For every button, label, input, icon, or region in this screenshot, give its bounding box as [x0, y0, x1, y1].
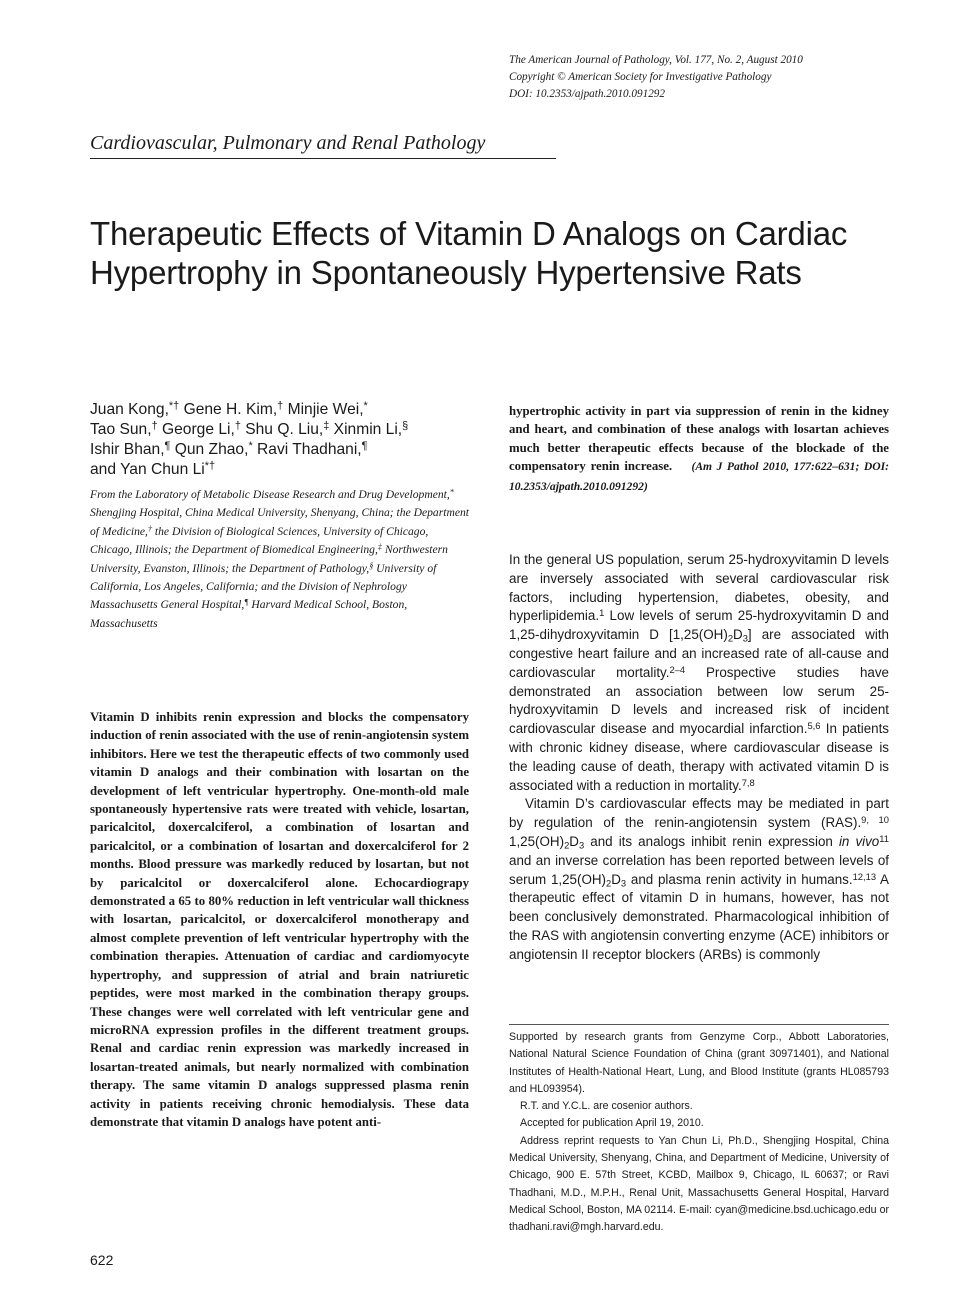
journal-info: [509, 52, 929, 103]
author-list: [90, 400, 470, 480]
author: Ravi Thadhani,¶: [257, 440, 368, 458]
reprint-note: Address reprint requests to Yan Chun Li, Ph.D., Shengjing Hospital, China Medical University, Shenyang, China, and Department of Medicine, University of Chicago, 900 E. 57th Street, KCBD, Mailbox 9, Chicago, IL 60637; or Ravi Thadhani, M.D., M.P.H., Renal Unit, Massachusetts General Hospital, Harvard Medical School, Boston, MA 02114. E-mail: cyan@medicine.bsd.uchicago.edu or thadhani.ravi@mgh.harvard.edu.: [509, 1134, 889, 1234]
body-text: [509, 551, 889, 965]
body-paragraph-1: In the general US population, serum 25-hydroxyvitamin D levels are inversely associated with several cardiovascular risk factors, including hypertension, diabetes, obesity, and hyperlipidemia.$^1$ Low levels of serum 25-hydroxyvitamin D and 1,25-dihydroxyvitamin D $[1,25(OH)_2D_3]$ are associated with congestive heart failure and an increased rate of all-cause and cardiovascular mortality.$^{2-4}$ Prospective studies have demonstrated an association between low serum 25-hydroxyvitamin D levels and increased risk of incident cardiovascular disease and myocardial infarction.$^{5,6}$ In patients with chronic kidney disease, where cardiovascular disease is the leading cause of death, therapy with activated vitamin D is associated with a reduction in mortality.$^{7,8}$: [509, 552, 889, 793]
doi-line: DOI: 10.2353/ajpath.2010.091292: [509, 88, 665, 100]
funding-note: Supported by research grants from Genzyme Corp., Abbott Laboratories, National Natural Science Foundation of China (grant 30971401), and National Institutes of Health-National Heart, Lung, and Blood Institute (grants HL085793 and HL093954).: [509, 1031, 889, 1095]
abstract-part-2: hypertrophic activity in part via suppression of renin in the kidney and heart, and combination of these analogs with losartan achieves much better therapeutic effects because of the blockade of the compensatory renin increase. (Am J Pathol 2010, 177:622–631; DOI: 10.2353/ajpath.2010.091292): [509, 404, 889, 493]
abstract-citation: (Am J Pathol 2010, 177:622–631; DOI: 10.2353/ajpath.2010.091292): [509, 460, 889, 493]
copyright-line: Copyright © American Society for Investigative Pathology: [509, 71, 772, 83]
author: Shu Q. Liu,‡: [245, 420, 330, 438]
title-line-1: Therapeutic Effects of Vitamin D Analogs on Cardiac: [90, 215, 848, 252]
page-number: 622: [90, 1252, 114, 1268]
section-label: Cardiovascular, Pulmonary and Renal Pathology: [90, 132, 486, 154]
author: Xinmin Li,§: [333, 420, 409, 438]
author: and Yan Chun Li*†: [90, 460, 216, 478]
author: Juan Kong,*†: [90, 400, 180, 418]
body-paragraph-2: Vitamin D’s cardiovascular effects may be mediated in part by regulation of the renin-angiotensin system (RAS).$^{9, 10}$ $1,25(OH)_2D_3$ and its analogs inhibit renin expression in vivo$^{11}$ and an inverse correlation has been reported between levels of serum $1,25(OH)_2D_3$ and plasma renin activity in humans.$^{12,13}$ A therapeutic effect of vitamin D in humans, however, has not been conclusively demonstrated. Pharmacological inhibition of the RAS with angiotensin converting enzyme (ACE) inhibitors or angiotensin II receptor blockers (ARBs) is commonly: [509, 796, 889, 962]
footnote-divider: [509, 1024, 889, 1025]
author: Ishir Bhan,¶: [90, 440, 171, 458]
title-line-2: Hypertrophy in Spontaneously Hypertensive Rats: [90, 254, 802, 291]
author: George Li,†: [161, 420, 241, 438]
author: Gene H. Kim,†: [183, 400, 284, 418]
section-divider: [90, 158, 556, 159]
cosenior-note: R.T. and Y.C.L. are cosenior authors.: [520, 1100, 693, 1113]
abstract-part-1: Vitamin D inhibits renin expression and blocks the compensatory induction of renin associated with the use of renin-angiotensin system inhibitors. Here we test the therapeutic effects of two commonly used vitamin D analogs and their combination with losartan on the development of left ventricular hypertrophy. One-month-old male spontaneously hypertensive rats were treated with vehicle, losartan, paricalcitol, doxercalciferol, a combination of losartan and paricalcitol, or a combination of losartan and doxercalciferol for 2 months. Blood pressure was markedly reduced by losartan, but not by paricalcitol or doxercalciferol alone. Echocardiograpy demonstrated a 65 to 80% reduction in left ventricular wall thickness with losartan, paricalcitol, or doxercalciferol monotherapy and almost complete prevention of left ventricular hypertrophy with the combination therapies. Attenuation of cardiac and cardiomyocyte hypertrophy, and suppression of atrial and brain natriuretic peptides, were most marked in the combination therapy groups. These changes were well correlated with left ventricular gene and microRNA expression profiles in the different treatment groups. Renal and cardiac renin expression was markedly increased in losartan-treated animals, but nearly normalized with combination therapy. The same vitamin D analogs suppressed plasma renin activity in patients receiving chronic hemodialysis. These data demonstrate that vitamin D analogs have potent anti-: [90, 710, 469, 1129]
footnotes: [509, 1029, 889, 1237]
accepted-note: Accepted for publication April 19, 2010.: [520, 1117, 704, 1130]
article-title: [90, 214, 910, 292]
author: Minjie Wei,*: [287, 400, 368, 418]
affiliations: From the Laboratory of Metabolic Disease Research and Drug Development,* Shengjing Hospital, China Medical University, Shenyang, China; the Department of Medicine,† the Division of Biological Sciences, University of Chicago, Chicago, Illinois; the Department of Biomedical Engineering,‡ Northwestern University, Evanston, Illinois; the Department of Pathology,§ University of California, Los Angeles, California; and the Division of Nephrology Massachusetts General Hospital,¶ Harvard Medical School, Boston, Massachusetts: [90, 487, 469, 630]
author: Qun Zhao,*: [174, 440, 253, 458]
journal-citation: The American Journal of Pathology, Vol. 177, No. 2, August 2010: [509, 54, 803, 66]
author: Tao Sun,†: [90, 420, 158, 438]
